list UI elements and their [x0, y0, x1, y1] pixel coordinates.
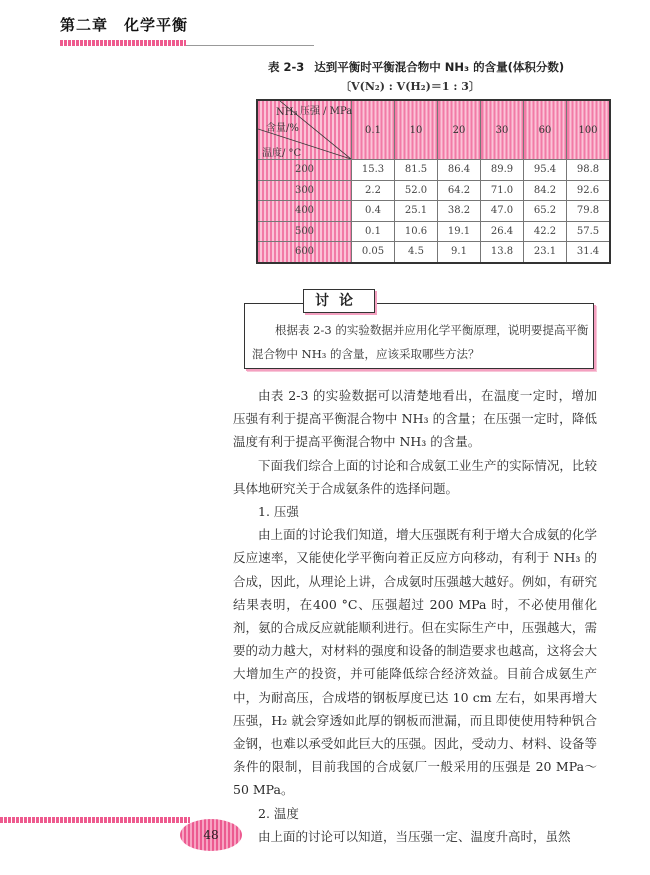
section-heading-pressure: 1. 压强	[258, 504, 299, 520]
pressure-header	[524, 100, 567, 160]
pressure-header	[395, 100, 438, 160]
value-cell: 42.2	[524, 221, 567, 242]
value-cell: 10.6	[395, 221, 438, 242]
chapter-header	[60, 14, 188, 35]
discussion-text: 根据表 2-3 的实验数据并应用化学平衡原理，说明要提高平衡混合物中 NH₃ 的含量，应该采取哪些方法？	[252, 323, 589, 361]
table-caption	[268, 59, 564, 75]
nh3-axis-label-line2: 含量/%	[266, 123, 299, 134]
header-decorative-bar	[60, 40, 186, 46]
table-row	[257, 160, 610, 181]
value-cell: 86.4	[438, 160, 481, 181]
table-row	[257, 180, 610, 201]
pressure-value: 20	[452, 124, 466, 136]
pressure-header	[438, 100, 481, 160]
table-number: 表 2-3	[268, 60, 305, 74]
pressure-axis-label: 压强 / MPa	[300, 106, 353, 117]
value-cell: 13.8	[481, 242, 524, 263]
value-cell: 79.8	[567, 201, 611, 222]
value-cell: 52.0	[395, 180, 438, 201]
value-cell: 23.1	[524, 242, 567, 263]
table-title: 达到平衡时平衡混合物中 NH₃ 的含量(体积分数)	[314, 60, 565, 74]
value-cell: 92.6	[567, 180, 611, 201]
page-number: 48	[180, 819, 242, 851]
pressure-value: 10	[409, 124, 423, 136]
table-corner-cell	[257, 100, 352, 160]
value-cell: 95.4	[524, 160, 567, 181]
value-cell: 64.2	[438, 180, 481, 201]
chapter-title: 化学平衡	[124, 16, 189, 34]
value-cell: 71.0	[481, 180, 524, 201]
temperature-cell: 200	[257, 160, 352, 181]
chapter-number: 第二章	[60, 16, 109, 34]
value-cell: 57.5	[567, 221, 611, 242]
value-cell: 89.9	[481, 160, 524, 181]
value-cell: 98.8	[567, 160, 611, 181]
header-rule	[186, 45, 314, 46]
pressure-value: 60	[538, 124, 552, 136]
nh3-content-table	[256, 99, 611, 264]
paragraph: 下面我们综合上面的讨论和合成氨工业生产的实际情况，比较具体地研究关于合成氨条件的选择问题。	[233, 457, 597, 496]
paragraph: 由上面的讨论我们知道，增大压强既有利于增大合成氨的化学反应速率，又能使化学平衡向着正反应方向移动，有利于 NH₃ 的合成，因此，从理论上讲，合成氨时压强越大越好。例如，有研究结果表明，在400 °C、压强超过 200 MPa 时，不必使用催化剂，氨的合成反应就能顺利进行。但在实际生产中，压强越大，需要的动力越大，对材料的强度和设备的制造要求也越高，这将会大大增加生产的投资，并可能降低综合经济效益。目前合成氨生产中，为耐高压，合成塔的钢板厚度已达 10 cm 左右，如果再增大压强，H₂ 就会穿透如此厚的钢板而泄漏，而且即使使用特种钒合金钢，也难以承受如此巨大的压强。因此，受动力、材料、设备等条件的限制，目前我国的合成氨厂一般采用的压强是 20 MPa～50 MPa。	[233, 527, 597, 798]
value-cell: 26.4	[481, 221, 524, 242]
value-cell: 0.4	[352, 201, 395, 222]
pressure-header	[567, 100, 611, 160]
temperature-axis-label: 温度/ °C	[262, 148, 302, 159]
table-row	[257, 221, 610, 242]
table-subcaption: 〔V(N₂) : V(H₂)＝1 : 3〕	[340, 80, 480, 93]
value-cell: 84.2	[524, 180, 567, 201]
pressure-header	[481, 100, 524, 160]
value-cell: 19.1	[438, 221, 481, 242]
value-cell: 0.1	[352, 221, 395, 242]
temperature-cell: 600	[257, 242, 352, 263]
main-body-text	[233, 384, 597, 848]
temperature-cell: 500	[257, 221, 352, 242]
temperature-cell: 400	[257, 201, 352, 222]
footer-decorative-bar	[0, 817, 190, 823]
table-header-row	[257, 100, 610, 160]
paragraph: 由上面的讨论可以知道，当压强一定、温度升高时，虽然	[258, 828, 571, 844]
value-cell: 4.5	[395, 242, 438, 263]
value-cell: 65.2	[524, 201, 567, 222]
pressure-value: 100	[578, 124, 598, 136]
pressure-value: 0.1	[365, 124, 381, 136]
value-cell: 47.0	[481, 201, 524, 222]
value-cell: 81.5	[395, 160, 438, 181]
section-heading-temperature: 2. 温度	[258, 805, 299, 821]
table-row	[257, 201, 610, 222]
table-row	[257, 242, 610, 263]
nh3-axis-label-line1: NH₃	[276, 107, 298, 118]
discussion-title: 讨论	[303, 289, 375, 313]
temperature-cell: 300	[257, 180, 352, 201]
value-cell: 15.3	[352, 160, 395, 181]
value-cell: 31.4	[567, 242, 611, 263]
value-cell: 2.2	[352, 180, 395, 201]
pressure-value: 30	[495, 124, 509, 136]
value-cell: 0.05	[352, 242, 395, 263]
value-cell: 9.1	[438, 242, 481, 263]
value-cell: 25.1	[395, 201, 438, 222]
pressure-header	[352, 100, 395, 160]
value-cell: 38.2	[438, 201, 481, 222]
paragraph: 由表 2-3 的实验数据可以清楚地看出，在温度一定时，增加压强有利于提高平衡混合物中 NH₃ 的含量；在压强一定时，降低温度有利于提高平衡混合物中 NH₃ 的含量。	[233, 388, 597, 450]
